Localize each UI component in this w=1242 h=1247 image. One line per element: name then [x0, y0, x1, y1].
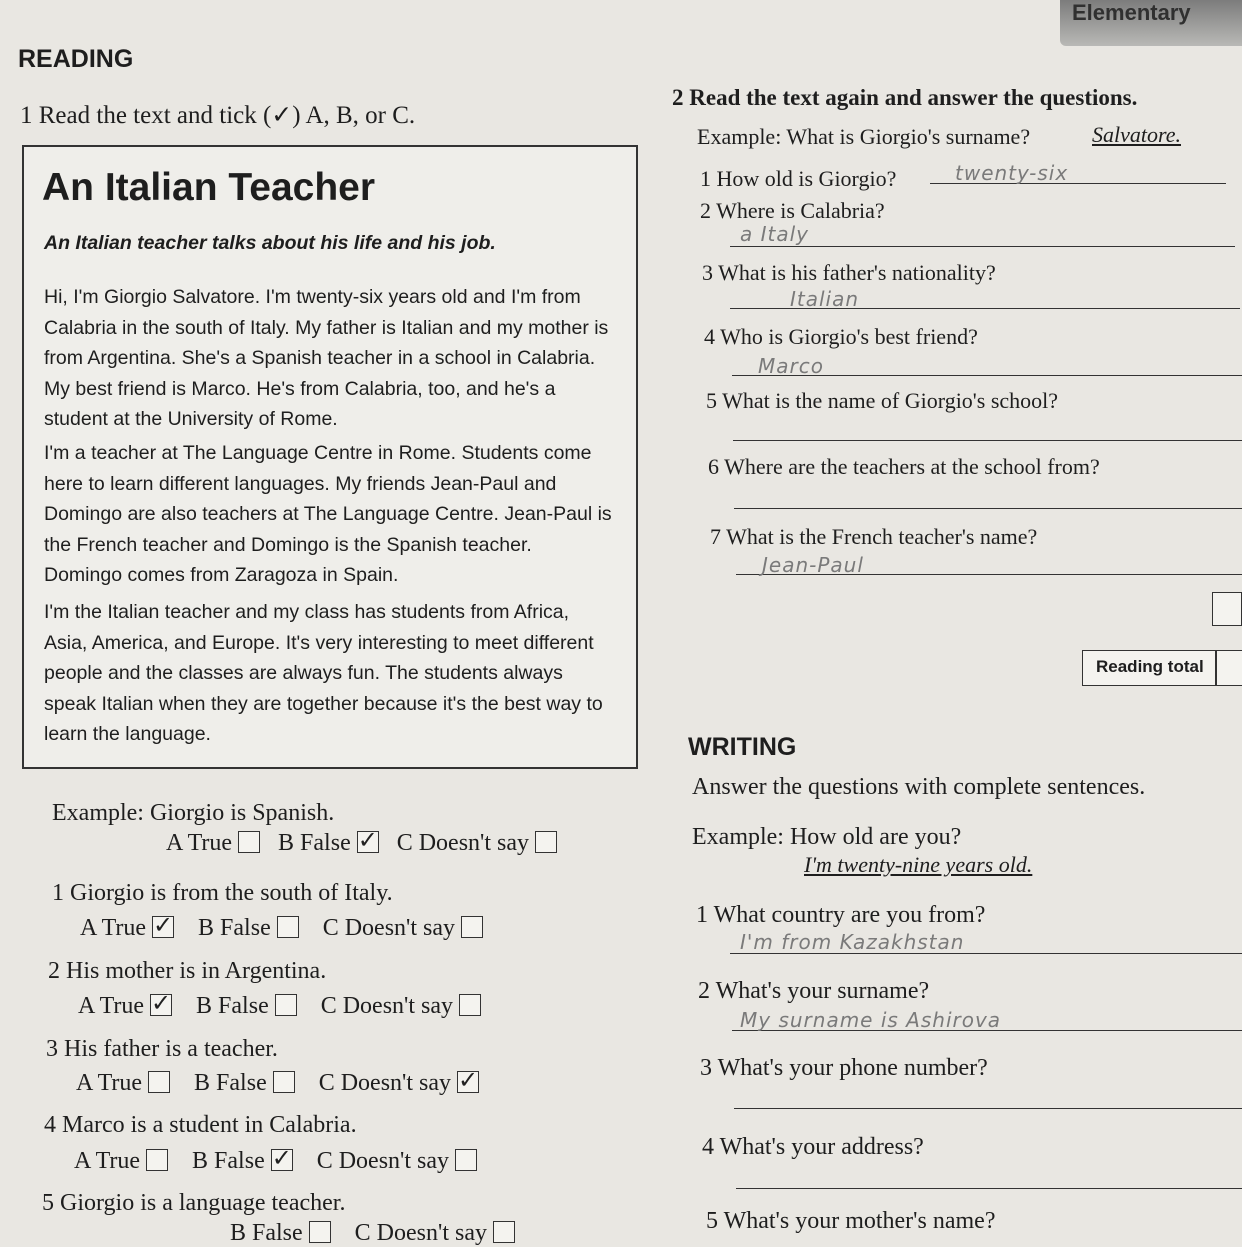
task2-question-3: 3 What is his father's nationality? — [702, 260, 996, 285]
paragraph-3: I'm the Italian teacher and my class has students from Africa, Asia, America, and Europe. It's very interesting to meet different people and the classes are always fun. The students always speak Italian when they are together because it's the best way to learn the language. — [44, 601, 603, 745]
task2-question-4: 4 Who is Giorgio's best friend? — [704, 324, 978, 349]
task1-example-options — [166, 830, 557, 857]
writing-example-answer: I'm twenty-nine years old. — [804, 852, 1033, 877]
task1-item-4-options — [74, 1148, 477, 1175]
option-c-label: C Doesn't say — [318, 1070, 452, 1096]
task2-question-5: 5 What is the name of Giorgio's school? — [706, 388, 1059, 413]
writing-question-5: 5 What's your mother's name? — [706, 1208, 996, 1234]
score-box[interactable] — [1212, 592, 1242, 626]
writing-question-4: 4 What's your address? — [702, 1134, 924, 1160]
option-b-label: B False — [278, 830, 351, 856]
option-b-label: B False — [198, 915, 271, 941]
writing-instruction: Answer the questions with complete sentences. — [692, 774, 1146, 800]
option-b-label: B False — [230, 1220, 303, 1246]
paragraph-1: Hi, I'm Giorgio Salvatore. I'm twenty-six years old and I'm from Calabria in the south of Italy. My father is Italian and my mother is from Argentina. She's a Spanish teacher in a school in Calabria. My best friend is Marco. He's from Calabria, too, and he's a student at the University of Rome. — [44, 286, 609, 430]
checkbox-a[interactable] — [146, 1149, 168, 1171]
reading-heading: READING — [18, 45, 134, 73]
checkbox-b[interactable] — [275, 994, 297, 1016]
checkbox-a[interactable] — [152, 916, 174, 938]
task1-item-4: 4 Marco is a student in Calabria. — [44, 1112, 357, 1138]
article-subtitle: An Italian teacher talks about his life and his job. — [44, 232, 496, 254]
article-title: An Italian Teacher — [42, 166, 376, 209]
checkbox-a[interactable] — [238, 831, 260, 853]
level-label: Elementary — [1072, 0, 1191, 25]
answer-text-1: twenty-six — [955, 161, 1069, 185]
writing-question-1: 1 What country are you from? — [696, 902, 986, 928]
option-a-label: A True — [80, 915, 147, 941]
option-c-label: C Doesn't say — [316, 1148, 450, 1174]
task2-question-7: 7 What is the French teacher's name? — [710, 524, 1038, 549]
task1-item-3: 3 His father is a teacher. — [46, 1036, 278, 1062]
task2-instruction: 2 Read the text again and answer the questions. — [672, 85, 1138, 110]
writing-example: Example: How old are you? — [692, 824, 962, 850]
checkbox-b[interactable] — [273, 1071, 295, 1093]
option-c-label: C Doesn't say — [354, 1220, 487, 1246]
checkbox-a[interactable] — [148, 1071, 170, 1093]
option-b-label: B False — [194, 1070, 267, 1096]
answer-text-4: Marco — [758, 354, 824, 378]
checkbox-c[interactable] — [461, 916, 483, 938]
writing-question-2: 2 What's your surname? — [698, 978, 930, 1004]
task1-item-2: 2 His mother is in Argentina. — [48, 958, 327, 984]
option-a-label: A True — [166, 830, 233, 856]
option-b-label: B False — [192, 1148, 265, 1174]
checkbox-c[interactable] — [459, 994, 481, 1016]
option-c-label: C Doesn't say — [396, 830, 530, 856]
writing-answer-1: I'm from Kazakhstan — [740, 930, 965, 954]
checkbox-c[interactable] — [455, 1149, 477, 1171]
paragraph-2: I'm a teacher at The Language Centre in Rome. Students come here to learn different languages. My friends Jean-Paul and Domingo are also teachers at The Language Centre. Jean-Paul is the French teacher and Domingo is the Spanish teacher. Domingo comes from Zaragoza in Spain. — [44, 442, 612, 586]
answer-line-6 — [734, 508, 1242, 509]
checkbox-a[interactable] — [150, 994, 172, 1016]
checkbox-b[interactable] — [357, 831, 379, 853]
writing-question-3: 3 What's your phone number? — [700, 1055, 988, 1081]
reading-total-score-box[interactable] — [1216, 650, 1242, 686]
writing-line-4 — [736, 1188, 1242, 1189]
task1-item-5: 5 Giorgio is a language teacher. — [42, 1190, 346, 1216]
checkbox-c[interactable] — [493, 1221, 515, 1243]
writing-heading: WRITING — [688, 733, 797, 761]
option-b-label: B False — [196, 993, 269, 1019]
task1-item-1: 1 Giorgio is from the south of Italy. — [52, 880, 393, 906]
checkbox-b[interactable] — [271, 1149, 293, 1171]
writing-answer-2: My surname is Ashirova — [740, 1008, 1002, 1032]
checkbox-b[interactable] — [277, 916, 299, 938]
option-a-label: A True — [78, 993, 145, 1019]
checkbox-c[interactable] — [457, 1071, 479, 1093]
answer-text-3: Italian — [790, 287, 860, 311]
answer-text-7: Jean-Paul — [762, 553, 864, 577]
checkbox-b[interactable] — [309, 1221, 331, 1243]
reading-total-label: Reading total — [1096, 657, 1204, 676]
task2-example: Example: What is Giorgio's surname? — [697, 124, 1031, 149]
option-c-label: C Doesn't say — [322, 915, 456, 941]
answer-text-2: a Italy — [740, 222, 810, 246]
task2-question-2: 2 Where is Calabria? — [700, 198, 885, 223]
task1-item-1-options — [80, 915, 483, 942]
task2-question-6: 6 Where are the teachers at the school from? — [708, 454, 1100, 479]
option-a-label: A True — [76, 1070, 143, 1096]
writing-line-3 — [734, 1108, 1242, 1109]
task1-instruction: 1 Read the text and tick (✓) A, B, or C. — [20, 102, 416, 129]
option-a-label: A True — [74, 1148, 141, 1174]
answer-line-2 — [730, 246, 1235, 247]
task2-example-answer: Salvatore. — [1092, 122, 1181, 147]
checkbox-c[interactable] — [535, 831, 557, 853]
option-c-label: C Doesn't say — [320, 993, 454, 1019]
task1-item-2-options — [78, 993, 481, 1020]
answer-line-5 — [733, 440, 1242, 441]
task1-item-3-options — [76, 1070, 479, 1097]
task1-example: Example: Giorgio is Spanish. — [52, 800, 335, 826]
task2-question-1: 1 How old is Giorgio? — [700, 166, 897, 191]
task1-item-5-options — [230, 1220, 515, 1247]
